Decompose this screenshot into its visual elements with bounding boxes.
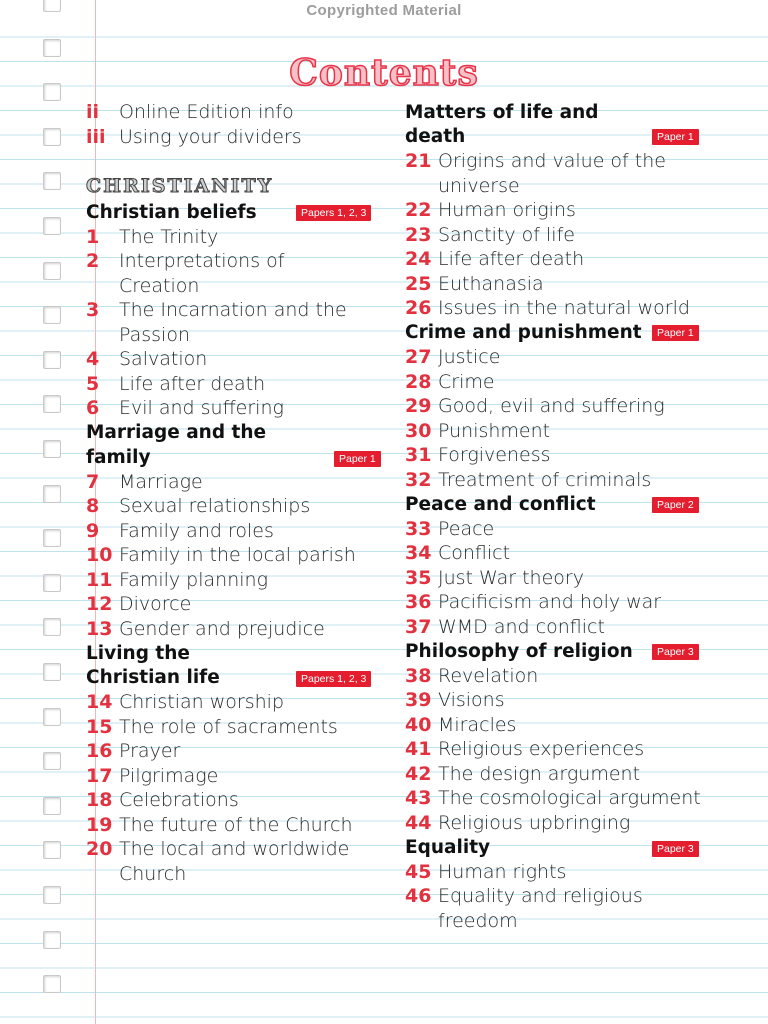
list-item[interactable] bbox=[405, 541, 510, 566]
binder-hole bbox=[43, 574, 61, 592]
list-item[interactable] bbox=[86, 298, 347, 323]
list-item[interactable] bbox=[86, 592, 191, 617]
topic-heading: Marriage and the bbox=[86, 422, 267, 444]
list-item[interactable] bbox=[86, 470, 203, 495]
binder-hole bbox=[43, 708, 61, 726]
list-item[interactable] bbox=[405, 860, 566, 885]
binder-hole bbox=[43, 128, 61, 146]
topic-heading: Crime and punishment bbox=[405, 322, 642, 344]
list-item[interactable] bbox=[86, 225, 218, 250]
item-number: 11 bbox=[86, 568, 113, 591]
item-number: 6 bbox=[86, 397, 100, 420]
item-title: Family and roles bbox=[119, 519, 274, 542]
item-number: 46 bbox=[405, 885, 432, 908]
item-title: Pilgrimage bbox=[119, 764, 219, 787]
item-title: Evil and suffering bbox=[119, 397, 284, 420]
binder-hole bbox=[43, 395, 61, 413]
binder-holes bbox=[43, 0, 63, 1024]
list-item[interactable] bbox=[86, 739, 180, 764]
item-title: Punishment bbox=[438, 419, 551, 442]
item-title: Sanctity of life bbox=[438, 223, 575, 246]
item-title: Revelation bbox=[438, 664, 539, 687]
paper-badge: Paper 3 bbox=[652, 841, 699, 857]
item-title: Life after death bbox=[438, 248, 585, 271]
topic-heading: Peace and conflict bbox=[405, 493, 596, 515]
list-item[interactable] bbox=[405, 713, 516, 738]
item-title: Salvation bbox=[119, 348, 208, 371]
list-item[interactable] bbox=[405, 370, 495, 395]
list-item[interactable] bbox=[86, 100, 294, 125]
item-number: 33 bbox=[405, 517, 432, 540]
item-title: Religious upbringing bbox=[438, 811, 631, 834]
item-number: 28 bbox=[405, 370, 432, 393]
list-item[interactable] bbox=[86, 494, 310, 519]
list-item[interactable] bbox=[405, 149, 666, 174]
item-title: Good, evil and suffering bbox=[438, 395, 665, 418]
binder-hole bbox=[43, 351, 61, 369]
item-number: 44 bbox=[405, 811, 432, 834]
paper-badge: Paper 1 bbox=[652, 325, 699, 341]
list-item[interactable] bbox=[405, 468, 651, 493]
list-item[interactable] bbox=[405, 443, 551, 468]
list-item[interactable] bbox=[86, 519, 274, 544]
binder-hole bbox=[43, 440, 61, 458]
item-number: 27 bbox=[405, 346, 432, 369]
list-item-continued: freedom bbox=[438, 909, 518, 932]
list-item-continued: Creation bbox=[119, 274, 200, 297]
item-title: Life after death bbox=[119, 372, 266, 395]
item-title: Christian worship bbox=[119, 691, 285, 714]
list-item[interactable] bbox=[86, 690, 284, 715]
paper-badge: Paper 3 bbox=[652, 644, 699, 660]
binder-hole bbox=[43, 931, 61, 949]
list-item[interactable] bbox=[405, 664, 538, 689]
item-number: 7 bbox=[86, 470, 100, 493]
paper-badge: Papers 1, 2, 3 bbox=[296, 671, 371, 687]
binder-hole bbox=[43, 886, 61, 904]
item-title: Pacificism and holy war bbox=[438, 591, 662, 614]
topic-heading: death bbox=[405, 126, 466, 148]
item-number: 8 bbox=[86, 495, 100, 518]
section-heading: CHRISTIANITY bbox=[86, 175, 274, 198]
item-title: Equality and religious bbox=[438, 885, 643, 908]
list-item-continued: universe bbox=[438, 174, 520, 197]
item-number: 41 bbox=[405, 738, 432, 761]
item-number: 2 bbox=[86, 250, 100, 273]
item-title: Sexual relationships bbox=[119, 495, 311, 518]
item-title: Family in the local parish bbox=[119, 544, 356, 567]
list-item[interactable] bbox=[405, 394, 665, 419]
list-item[interactable] bbox=[86, 764, 218, 789]
item-title: Marriage bbox=[119, 470, 203, 493]
item-number: 22 bbox=[405, 199, 432, 222]
list-item-continued: Church bbox=[119, 862, 187, 885]
binder-hole bbox=[43, 797, 61, 815]
item-number: 32 bbox=[405, 468, 432, 491]
item-title: Celebrations bbox=[119, 789, 239, 812]
item-title: WMD and conflict bbox=[438, 615, 605, 638]
item-title: Origins and value of the bbox=[438, 150, 666, 173]
list-item[interactable] bbox=[86, 568, 268, 593]
topic-heading: Equality bbox=[405, 836, 491, 858]
list-item[interactable] bbox=[405, 272, 544, 297]
copyright-notice: Copyrighted Material bbox=[306, 2, 462, 19]
topic-heading: Christian beliefs bbox=[86, 201, 257, 223]
item-title: Justice bbox=[438, 346, 501, 369]
item-number: 10 bbox=[86, 544, 113, 567]
item-title: Forgiveness bbox=[438, 444, 551, 467]
item-number: 25 bbox=[405, 272, 432, 295]
paper-badge: Paper 2 bbox=[652, 497, 699, 513]
list-item[interactable] bbox=[86, 715, 338, 740]
item-title: Issues in the natural world bbox=[438, 297, 690, 320]
item-number: 42 bbox=[405, 762, 432, 785]
item-number: 1 bbox=[86, 225, 100, 248]
list-item[interactable] bbox=[86, 372, 265, 397]
item-title: Family planning bbox=[119, 568, 268, 591]
item-number: 38 bbox=[405, 664, 432, 687]
list-item[interactable] bbox=[86, 347, 207, 372]
item-number: 20 bbox=[86, 838, 113, 861]
topic-heading: Living the bbox=[86, 642, 190, 664]
item-number: 23 bbox=[405, 223, 432, 246]
list-item[interactable] bbox=[405, 345, 500, 370]
item-number: 45 bbox=[405, 860, 432, 883]
item-title: Interpretations of bbox=[119, 250, 285, 273]
item-number: 43 bbox=[405, 787, 432, 810]
list-item[interactable] bbox=[86, 396, 284, 421]
item-number: 16 bbox=[86, 740, 113, 763]
binder-hole bbox=[43, 663, 61, 681]
item-number: 15 bbox=[86, 715, 113, 738]
item-number: iii bbox=[86, 125, 106, 148]
item-title: Conflict bbox=[438, 542, 511, 565]
list-item[interactable] bbox=[86, 249, 284, 274]
binder-hole bbox=[43, 752, 61, 770]
list-item[interactable] bbox=[405, 811, 630, 836]
paper-badge: Paper 1 bbox=[652, 129, 699, 145]
list-item[interactable] bbox=[405, 247, 584, 272]
item-number: ii bbox=[86, 101, 100, 124]
item-title: Online Edition info bbox=[119, 101, 294, 124]
item-title: The Incarnation and the bbox=[119, 299, 347, 322]
item-number: 40 bbox=[405, 713, 432, 736]
item-title: The role of sacraments bbox=[119, 715, 338, 738]
list-item[interactable] bbox=[86, 837, 349, 862]
item-number: 35 bbox=[405, 566, 432, 589]
topic-heading: Matters of life and bbox=[405, 101, 599, 123]
list-item[interactable] bbox=[86, 617, 325, 642]
item-number: 18 bbox=[86, 789, 113, 812]
item-title: Gender and prejudice bbox=[119, 617, 325, 640]
list-item[interactable] bbox=[405, 688, 505, 713]
item-title: Using your dividers bbox=[119, 125, 302, 148]
list-item-continued: Passion bbox=[119, 323, 190, 346]
topic-heading: family bbox=[86, 446, 151, 468]
item-title: The cosmological argument bbox=[438, 787, 701, 810]
item-title: The Trinity bbox=[119, 225, 219, 248]
item-title: Human rights bbox=[438, 860, 567, 883]
list-item[interactable] bbox=[86, 543, 356, 568]
list-item[interactable] bbox=[405, 223, 575, 248]
item-title: Euthanasia bbox=[438, 272, 544, 295]
item-number: 14 bbox=[86, 691, 113, 714]
item-title: The design argument bbox=[438, 762, 641, 785]
item-number: 36 bbox=[405, 591, 432, 614]
binder-hole bbox=[43, 172, 61, 190]
list-item[interactable] bbox=[405, 615, 605, 640]
item-title: Human origins bbox=[438, 199, 576, 222]
binder-hole bbox=[43, 975, 61, 993]
list-item[interactable] bbox=[405, 296, 690, 321]
item-number: 4 bbox=[86, 348, 100, 371]
binder-hole bbox=[43, 485, 61, 503]
list-item[interactable] bbox=[405, 517, 494, 542]
item-number: 39 bbox=[405, 689, 432, 712]
item-number: 31 bbox=[405, 444, 432, 467]
item-number: 24 bbox=[405, 248, 432, 271]
paper-badge: Papers 1, 2, 3 bbox=[296, 205, 371, 221]
list-item[interactable] bbox=[405, 884, 643, 909]
item-title: The local and worldwide bbox=[119, 838, 350, 861]
item-title: Visions bbox=[438, 689, 505, 712]
item-title: Prayer bbox=[119, 740, 181, 763]
item-number: 29 bbox=[405, 395, 432, 418]
list-item[interactable] bbox=[405, 786, 701, 811]
item-title: Peace bbox=[438, 517, 495, 540]
list-item[interactable] bbox=[86, 788, 239, 813]
list-item[interactable] bbox=[86, 813, 353, 838]
binder-hole bbox=[43, 262, 61, 280]
item-number: 13 bbox=[86, 617, 113, 640]
item-number: 5 bbox=[86, 372, 100, 395]
item-number: 26 bbox=[405, 297, 432, 320]
item-number: 3 bbox=[86, 299, 100, 322]
paper-badge: Paper 1 bbox=[334, 451, 381, 467]
item-title: Treatment of criminals bbox=[438, 468, 652, 491]
item-number: 17 bbox=[86, 764, 113, 787]
item-number: 9 bbox=[86, 519, 100, 542]
list-item[interactable] bbox=[405, 419, 550, 444]
item-number: 19 bbox=[86, 813, 113, 836]
item-title: Crime bbox=[438, 370, 495, 393]
binder-hole bbox=[43, 841, 61, 859]
list-item[interactable] bbox=[405, 590, 661, 615]
item-title: The future of the Church bbox=[119, 813, 353, 836]
page-title: Contents bbox=[289, 52, 479, 94]
item-number: 21 bbox=[405, 150, 432, 173]
item-number: 37 bbox=[405, 615, 432, 638]
binder-hole bbox=[43, 618, 61, 636]
item-title: Miracles bbox=[438, 713, 517, 736]
item-number: 34 bbox=[405, 542, 432, 565]
binder-hole bbox=[43, 306, 61, 324]
topic-heading: Philosophy of religion bbox=[405, 640, 633, 662]
list-item[interactable] bbox=[405, 737, 644, 762]
list-item[interactable] bbox=[405, 762, 640, 787]
binder-hole bbox=[43, 217, 61, 235]
binder-hole bbox=[43, 529, 61, 547]
item-title: Divorce bbox=[119, 593, 192, 616]
list-item[interactable] bbox=[405, 198, 576, 223]
item-number: 30 bbox=[405, 419, 432, 442]
topic-heading: Christian life bbox=[86, 667, 220, 689]
list-item[interactable] bbox=[405, 566, 584, 591]
list-item[interactable] bbox=[86, 125, 302, 150]
item-title: Religious experiences bbox=[438, 738, 645, 761]
item-title: Just War theory bbox=[438, 566, 584, 589]
item-number: 12 bbox=[86, 593, 113, 616]
